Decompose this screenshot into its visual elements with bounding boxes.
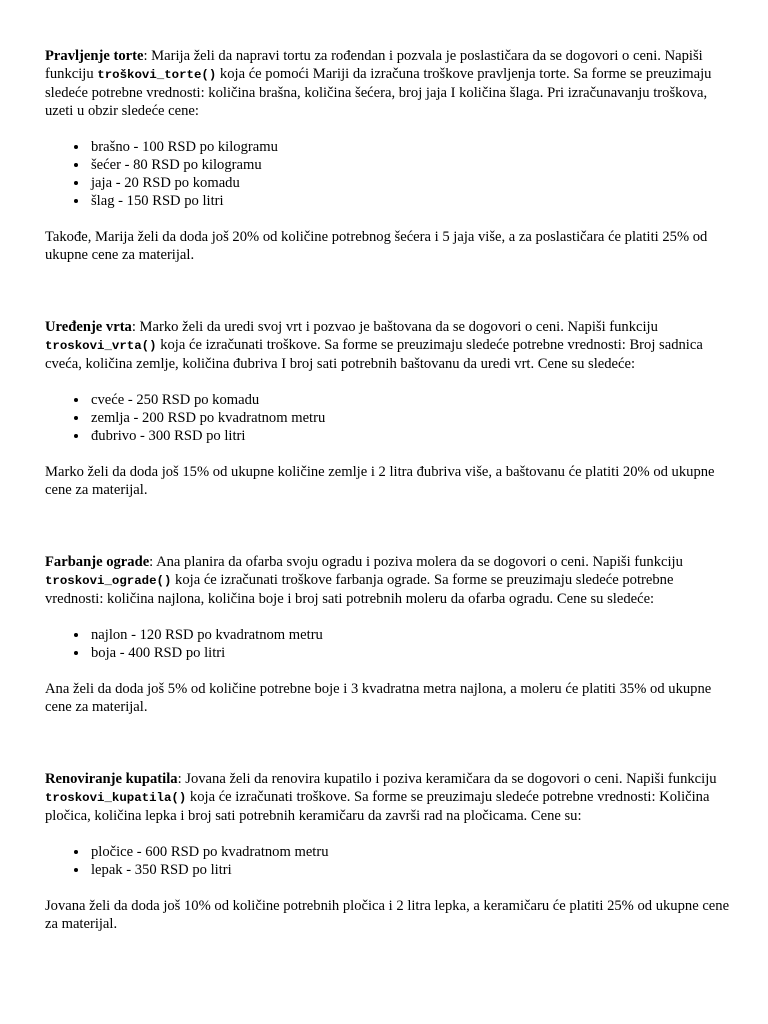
- list-item: • šećer - 80 RSD po kilogramu: [89, 156, 735, 174]
- intro-text: koja će izračunati troškove. Sa forme se preuzimaju sledeće potrebne vrednosti: Broj sadnica cveća, količina zemlje, količina đubriva I broj sati potrebnih baštovanu da uredi vrt. Cene su sledeće:: [45, 337, 703, 372]
- intro-text: : Marko želi da uredi svoj vrt i pozvao je baštovana da se dogovori o ceni. Napiši funkciju: [131, 319, 658, 335]
- section-note: Jovana želi da doda još 10% od količine potrebnih pločica i 2 litra lepka, a keramičaru će platiti 25% od ukupne cene za materijal.: [45, 898, 730, 932]
- list-item: • brašno - 100 RSD po kilogramu: [89, 138, 735, 156]
- price-list: [45, 138, 735, 210]
- list-item: • cveće - 250 RSD po komadu: [89, 391, 735, 409]
- document-body: [45, 47, 735, 987]
- list-item: • boja - 400 RSD po litri: [89, 644, 735, 662]
- section-intro: [45, 770, 735, 825]
- list-item: • đubrivo - 300 RSD po litri: [89, 427, 735, 445]
- intro-text: koja će izračunati troškove farbanja ograde. Sa forme se preuzimaju sledeće potrebne vrednosti: količina najlona, količina boje i broj sati potrebnih moleru da ofarba ogradu. Cene su sledeće:: [45, 572, 674, 607]
- function-name: troskovi_ograde(): [45, 574, 172, 588]
- list-item: • lepak - 350 RSD po litri: [89, 861, 735, 879]
- intro-text: : Jovana želi da renovira kupatilo i poziva keramičara da se dogovori o ceni. Napiši funkciju: [177, 771, 717, 787]
- list-item: • jaja - 20 RSD po komadu: [89, 174, 735, 192]
- section-title: Pravljenje torte: [45, 48, 144, 64]
- price-list: [45, 626, 735, 662]
- section-note: Ana želi da doda još 5% od količine potrebne boje i 3 kvadratna metra najlona, a moleru će platiti 35% od ukupne cene za materijal.: [45, 681, 712, 715]
- section-intro: [45, 47, 735, 120]
- list-item: • pločice - 600 RSD po kvadratnom metru: [89, 843, 735, 861]
- function-name: troskovi_vrta(): [45, 339, 157, 353]
- intro-text: : Ana planira da ofarba svoju ogradu i poziva molera da se dogovori o ceni. Napiši funkciju: [149, 554, 683, 570]
- section-uredjenje-vrta: [45, 318, 735, 499]
- section-intro: [45, 553, 735, 608]
- section-note: Takođe, Marija želi da doda još 20% od količine potrebnog šećera i 5 jaja više, a za poslastičara će platiti 25% od ukupne cene za materijal.: [45, 229, 708, 263]
- section-title: Renoviranje kupatila: [45, 771, 178, 787]
- section-title: Uređenje vrta: [45, 319, 132, 335]
- section-renoviranje-kupatila: [45, 770, 735, 933]
- function-name: troškovi_torte(): [97, 68, 217, 82]
- section-title: Farbanje ograde: [45, 554, 150, 570]
- section-pravljenje-torte: [45, 47, 735, 264]
- price-list: [45, 391, 735, 445]
- price-list: [45, 843, 735, 879]
- list-item: • šlag - 150 RSD po litri: [89, 192, 735, 210]
- intro-text: : Marija želi da napravi tortu za rođendan i pozvala je poslastičara da se dogovori o ceni. Napiši funkciju: [45, 48, 703, 82]
- section-intro: [45, 318, 735, 373]
- intro-text: koja će pomoći Mariji da izračuna troškove pravljenja torte. Sa forme se preuzimaju sledeće potrebne vrednosti: količina brašna, količina šećera, broj jaja I količina šlaga. Pri izračunavanju troškova, uzeti u obzir sledeće cene:: [45, 66, 712, 119]
- list-item: • najlon - 120 RSD po kvadratnom metru: [89, 626, 735, 644]
- function-name: troskovi_kupatila(): [45, 791, 187, 805]
- section-note: Marko želi da doda još 15% od ukupne količine zemlje i 2 litra đubriva više, a baštovanu će platiti 20% od ukupne cene za materijal.: [45, 464, 715, 498]
- section-farbanje-ograde: [45, 553, 735, 716]
- intro-text: koja će izračunati troškove. Sa forme se preuzimaju sledeće potrebne vrednosti: Količina pločica, količina lepka i broj sati potrebnih keramičaru da završi rad na pločicama. Cene su:: [45, 789, 710, 824]
- list-item: • zemlja - 200 RSD po kvadratnom metru: [89, 409, 735, 427]
